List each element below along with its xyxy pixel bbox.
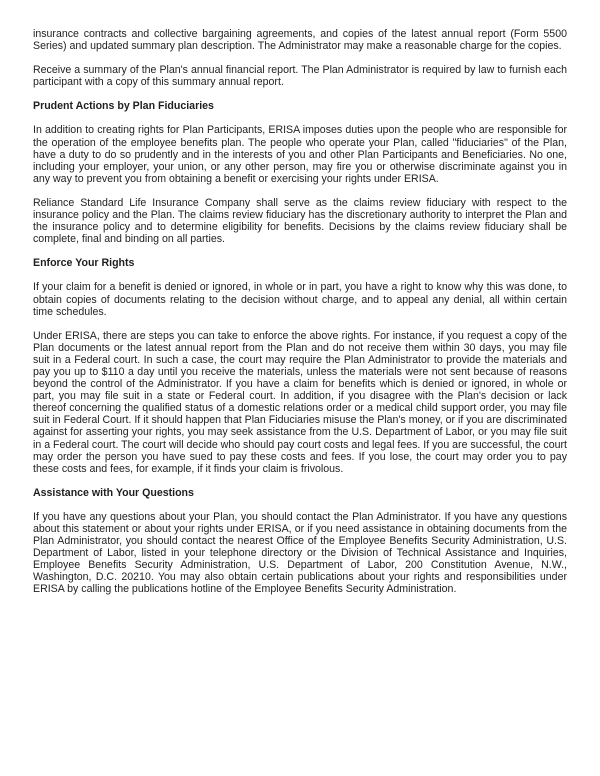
paragraph: Receive a summary of the Plan's annual financial report. The Plan Administrator is required by law to furnish each participant with a copy of this summary annual report. — [33, 64, 567, 89]
paragraph: If you have any questions about your Plan, you should contact the Plan Administrator. If you have any questions about this statement or about your rights under ERISA, or if you need assistance in obtaining documents from the Plan Administrator, you should contact the nearest Office of the Employee Benefits Security Administration, U.S. Department of Labor, listed in your telephone directory or the Division of Technical Assistance and Inquiries, Employee Benefits Security Administration, U.S. Department of Labor, 200 Constitution Avenue, N.W., Washington, D.C. 20210. You may also obtain certain publications about your rights and responsibilities under ERISA by calling the publications hotline of the Employee Benefits Security Administration. — [33, 510, 567, 596]
paragraph: Reliance Standard Life Insurance Company shall serve as the claims review fiduciary with respect to the insurance policy and the Plan. The claims review fiduciary has the discretionary authority to interpret the Plan and the insurance policy and to determine eligibility for benefits. Decisions by the claims review fiduciary shall be complete, final and binding on all parties. — [33, 196, 567, 246]
document-body — [33, 28, 567, 608]
section-heading: Enforce Your Rights — [33, 257, 135, 270]
paragraph: insurance contracts and collective bargaining agreements, and copies of the latest annual report (Form 5500 Series) and updated summary plan description. The Administrator may make a reasonable charge for the copies. — [33, 28, 567, 53]
section-heading: Assistance with Your Questions — [33, 486, 194, 499]
paragraph: If your claim for a benefit is denied or ignored, in whole or in part, you have a right to know why this was done, to obtain copies of documents relating to the decision without charge, and to appeal any denial, all within certain time schedules. — [33, 281, 567, 318]
paragraph: Under ERISA, there are steps you can take to enforce the above rights. For instance, if you request a copy of the Plan documents or the latest annual report from the Plan and do not receive them within 30 days, you may file suit in a Federal court. In such a case, the court may require the Plan Administrator to provide the materials and pay you up to $110 a day until you receive the materials, unless the materials were not sent because of reasons beyond the control of the Administrator. If you have a claim for benefits which is denied or ignored, in whole or part, you may file suit in a state or Federal court. In addition, if you disagree with the Plan's decision or lack thereof concerning the qualified status of a domestic relations order or a medical child support order, you may file suit in Federal Court. If it should happen that Plan Fiduciaries misuse the Plan's money, or if you are discriminated against for asserting your rights, you may seek assistance from the U.S. Department of Labor, or you may file suit in a Federal court. The court will decide who should pay court costs and legal fees. If you are successful, the court may order the person you have sued to pay these costs and fees. If you lose, the court may order you to pay these costs and fees, for example, if it finds your claim is frivolous. — [33, 329, 567, 475]
paragraph: In addition to creating rights for Plan Participants, ERISA imposes duties upon the people who are responsible for the operation of the employee benefits plan. The people who operate your Plan, called "fiduciaries" of the Plan, have a duty to do so prudently and in the interests of you and other Plan Participants and Beneficiaries. No one, including your employer, your union, or any other person, may fire you or otherwise discriminate against you in any way to prevent you from obtaining a benefit or exercising your rights under ERISA. — [33, 124, 567, 185]
section-heading: Prudent Actions by Plan Fiduciaries — [33, 100, 214, 113]
